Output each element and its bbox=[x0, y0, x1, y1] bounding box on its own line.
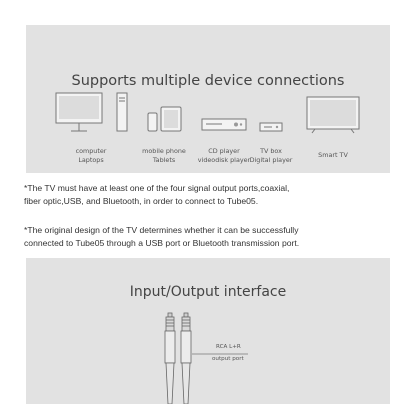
device-caption-line2: videodisk player bbox=[197, 156, 251, 164]
device-caption-smart-tv bbox=[293, 151, 373, 160]
smart-tv-icon bbox=[307, 97, 359, 133]
tv-box-icon bbox=[260, 123, 282, 131]
io-interface-panel bbox=[26, 258, 390, 404]
rca-plug-left-icon bbox=[165, 313, 175, 404]
device-connections-title: Supports multiple device connections bbox=[71, 73, 345, 89]
rca-label: RCA L+R bbox=[216, 344, 241, 350]
desktop-computer-icon bbox=[56, 93, 127, 131]
note-signal-ports: *The TV must have at least one of the four signal output ports,coaxial, fiber optic,USB, and Bluetooth, in order to connect to Tube05. bbox=[24, 183, 290, 206]
device-caption-line1: CD player bbox=[208, 147, 240, 155]
device-caption-line1: Smart TV bbox=[318, 151, 348, 159]
device-caption-line1: computer bbox=[75, 147, 107, 155]
device-caption-line1: mobile phone bbox=[142, 147, 186, 155]
output-port-label: output port bbox=[212, 356, 244, 362]
device-connections-panel bbox=[26, 25, 390, 173]
rca-plug-right-icon bbox=[181, 313, 191, 404]
device-caption-computer bbox=[51, 147, 131, 165]
note-original-design: *The original design of the TV determines whether it can be successfully connected to Tube05 through a USB port or Bluetooth transmission port. bbox=[24, 225, 300, 248]
rca-cable-illustration bbox=[26, 258, 390, 404]
device-list bbox=[26, 91, 390, 171]
io-interface-title: Input/Output interface bbox=[129, 284, 287, 300]
device-icons bbox=[26, 91, 390, 143]
device-caption-line2: Digital player bbox=[249, 156, 293, 164]
device-caption-line2: Tablets bbox=[152, 156, 176, 164]
cd-player-icon bbox=[202, 119, 246, 130]
device-caption-line2: Laptops bbox=[78, 156, 104, 164]
device-caption-line1: TV box bbox=[260, 147, 282, 155]
mobile-tablet-icon bbox=[148, 107, 181, 131]
